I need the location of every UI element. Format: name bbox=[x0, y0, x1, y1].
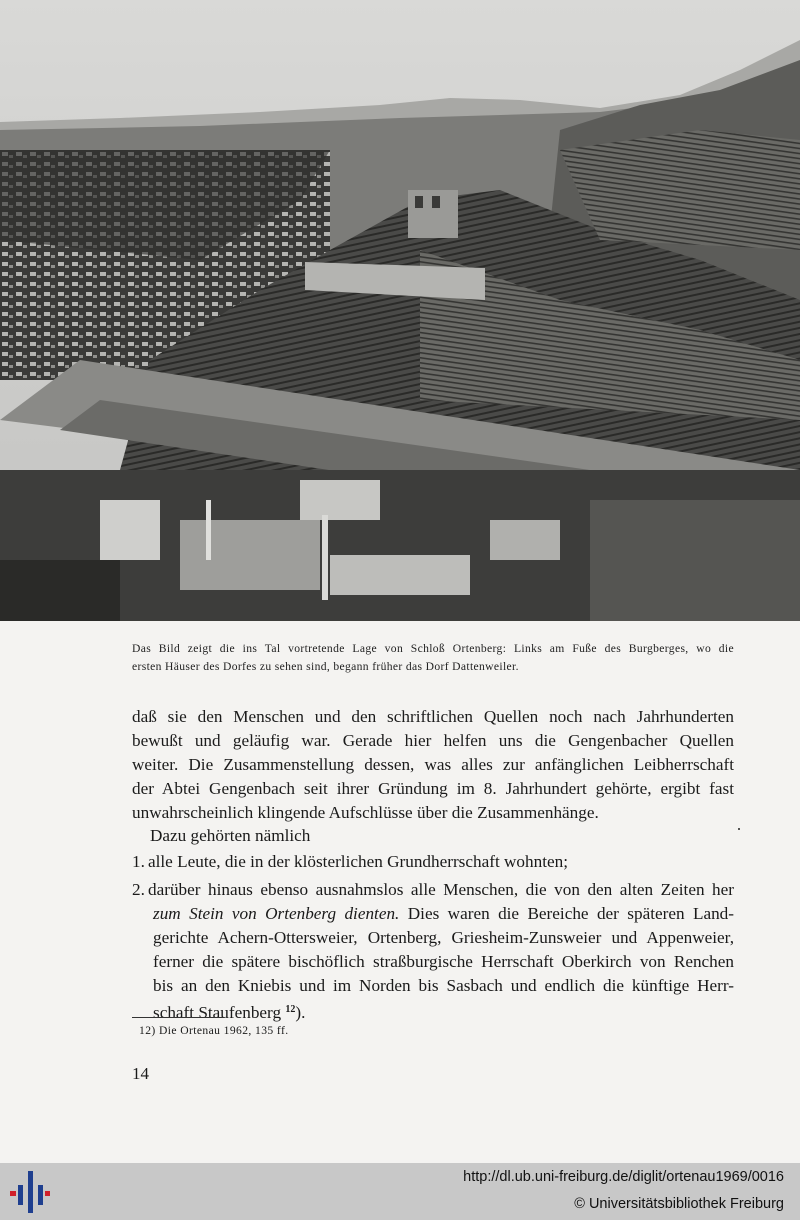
list-item-2-line-3: gerichte Achern-Ottersweier, Ortenberg, Griesheim-Zunsweier und Appenweier, bbox=[153, 928, 734, 947]
speck-mark bbox=[738, 828, 740, 830]
footnote-divider bbox=[132, 1017, 224, 1018]
ub-freiburg-logo-icon[interactable] bbox=[10, 1171, 50, 1213]
copyright-credit: © Universitätsbibliothek Freiburg bbox=[574, 1196, 784, 1212]
list-item-2-line-1: darüber hinaus ebenso ausnahmslos alle Menschen, die von den alten Zeiten her bbox=[148, 880, 734, 899]
list-item-2-line-5: bis an den Kniebis und im Norden bis Sasbach und endlich die künftige Herr- bbox=[153, 976, 734, 995]
list-number-2: 2. bbox=[132, 880, 145, 899]
body-paragraph bbox=[132, 705, 734, 825]
list-item-2-line-4: ferner die spätere bischöflich straßburgische Herrschaft Oberkirch von Renchen bbox=[153, 952, 734, 971]
list-item-2-line-2 bbox=[148, 902, 734, 926]
paragraph-line-1: daß sie den Menschen und den schriftlichen Quellen noch nach Jahrhunderten bbox=[132, 707, 734, 726]
list-intro: Dazu gehörten nämlich bbox=[150, 826, 311, 845]
caption-line-1: Das Bild zeigt die ins Tal vortretende Lage von Schloß Ortenberg: Links am Fuße des Burgberges, wo die bbox=[132, 642, 734, 655]
paragraph-line-3: weiter. Die Zusammenstellung dessen, was alles zur anfänglichen Leibherrschaft bbox=[132, 755, 734, 774]
list-item-2-line-2-rest: Dies waren die Bereiche der späteren Land- bbox=[399, 904, 734, 923]
line-6-end: ). bbox=[295, 1003, 306, 1022]
source-url-link[interactable]: http://dl.ub.uni-freiburg.de/diglit/ortenau1969/0016 bbox=[463, 1169, 784, 1185]
list-item-2-line-6 bbox=[148, 998, 734, 1025]
photo-caption bbox=[132, 640, 734, 676]
footnote-ref[interactable]: 12 bbox=[285, 1004, 296, 1015]
page-number: 14 bbox=[132, 1064, 149, 1083]
italic-phrase: zum Stein von Ortenberg dienten. bbox=[153, 904, 400, 923]
paragraph-line-5: unwahrscheinlich klingende Aufschlüsse über die Zusammenhänge. bbox=[132, 803, 599, 822]
caption-line-2: ersten Häuser des Dorfes zu sehen sind, begann früher das Dorf Dattenweiler. bbox=[132, 660, 519, 673]
paragraph-line-4: der Abtei Gengenbach seit ihrer Gründung im 8. Jahrhundert gehörte, ergibt fast bbox=[132, 779, 734, 798]
line-6-text: schaft Staufenberg bbox=[153, 1003, 286, 1022]
paragraph-line-2: bewußt und geläufig war. Gerade hier helfen uns die Gengenbacher Quellen bbox=[132, 731, 734, 750]
footnote: 12) Die Ortenau 1962, 135 ff. bbox=[139, 1024, 289, 1037]
list-item-1-line-1: alle Leute, die in der klösterlichen Grundherrschaft wohnten; bbox=[148, 852, 568, 871]
list-number-1: 1. bbox=[132, 852, 145, 871]
